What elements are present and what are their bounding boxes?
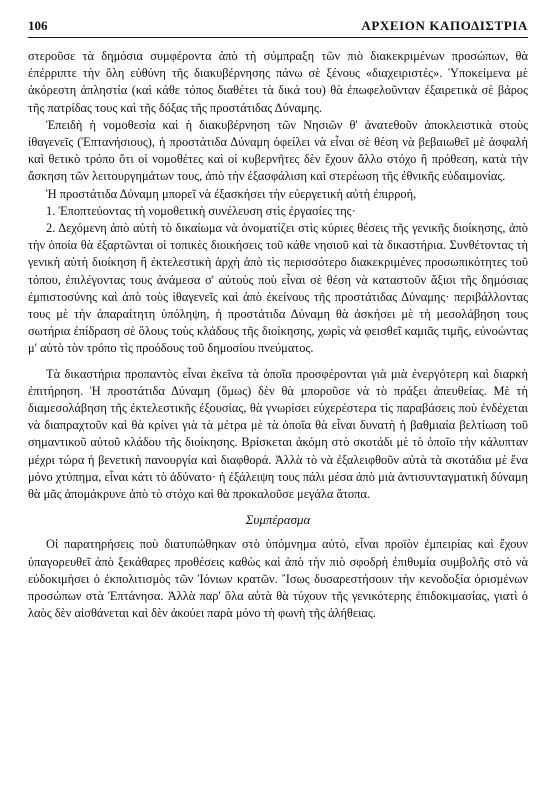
paragraph-continuation: στεροῦσε τὰ δημόσια συμφέροντα ἀπὸ τὴ σύμπραξη τῶν πιὸ διακεκριμένων προσώπων, θὰ ἐπέρριπτε τὴν ὅλη εὐθύνη τῆς διακυβέρνησης πάνω σὲ ξένους «διαχειριστές». Ὑποκείμενα μὲ ἀκόρεστη ἀπληστία (καὶ κάθε τόπος διαθέτει τὰ δικά του) θὰ ἐπωφελοῦνταν ἐξαιρετικὰ σὲ βάρος τῆς πατρίδας τους καὶ τῆς δόξας τῆς προστάτιδας Δύναμης. [28, 49, 528, 115]
section-heading: Συμπέρασμα [245, 512, 311, 528]
main-text [28, 48, 528, 623]
page-number: 106 [28, 18, 48, 33]
page-header [28, 18, 528, 38]
running-title: ΑΡΧΕΙΟΝ ΚΑΠΟΔΙΣΤΡΙΑ [361, 18, 528, 33]
list-item-1: 1. Ἐποπτεύοντας τὴ νομοθετικὴ συνέλευση στὶς ἐργασίες της· [46, 203, 356, 218]
paragraph-conclusion: Οἱ παρατηρήσεις ποὺ διατυπώθηκαν στὸ ὑπόμνημα αὐτό, εἶναι προϊὸν ἐμπειρίας καὶ ἔχουν ὑπαγορευθεῖ ἀπὸ ξεκάθαρες προθέσεις καθὼς καὶ ἀπὸ τὴν πιὸ σφοδρὴ ἐπιθυμία συμβολῆς στὸ νὰ εὐδοκιμήσει ὁ ἐκπολιτισμὸς τῶν Ἰόνιων κρατῶν. Ἴσως δυσαρεστήσουν τὴν κενοδοξία ὁρισμένων προσώπων στὰ Ἑπτάνησα. Ἀλλὰ παρ' ὅλα αὐτὰ θὰ τύχουν τῆς γενικότερης ἐπιδοκιμασίας, γιατὶ ὁ λαὸς δὲν αἰσθάνεται καὶ δὲν ἀκούει παρὰ μόνο τὴ φωνὴ τῆς ἀλήθειας. [28, 537, 528, 621]
paragraph-legislation: Ἐπειδὴ ἡ νομοθεσία καὶ ἡ διακυβέρνηση τῶν Νησιῶν θ' ἀνατεθοῦν ἀποκλειστικὰ στοὺς ἰθαγενεῖς (Ἑπτανήσιους), ἡ προστάτιδα Δύναμη ὀφείλει νὰ εἶναι σὲ θέση νὰ βεβαιωθεῖ μὲ ἀσφαλὴ καὶ θετικὸ τρόπο ὅτι οἱ νομοθέτες καὶ οἱ κυβερνῆτες δὲν ἔχουν ἄλλο στόχο ἢ πρόθεση, κατὰ τὴν ἄσκηση τῶν λειτουργημάτων τους, ἀπὸ τὴν ἐξασφάλιση καὶ στερέωση τῆς ἐθνικῆς εὐδαιμονίας. [28, 117, 528, 184]
list-item-2: 2. Δεχόμενη ἀπὸ αὐτὴ τὸ δικαίωμα νὰ ὀνοματίζει στὶς κύριες θέσεις τῆς γενικῆς διοίκησης, ἀπὸ τὴν ὁποία θὰ ἐξαρτῶνται οἱ τοπικὲς διοικήσεις τοῦ κάθε νησιοῦ καὶ τὰ δικαστήρια. Συνθέτοντας τὴ γενικὴ αὐτὴ διοίκηση ἢ ἐκτελεστικὴ ἀρχὴ ἀπὸ τὶς περισσότερο διακεκριμένες προσωπικότητες τοῦ τόπου, ἐπιλέγοντας τους ἀνάμεσα σ' αὐτοὺς ποὺ εἶναι σὲ θέση νὰ καταστοῦν ἄξιοι τῆς δημόσιας ἐμπιστοσύνης καὶ ἀπὸ τοὺς ἰθαγενεῖς καὶ ἀπὸ ἐκείνους τῆς προστάτιδας Δύναμης· περιβάλλοντας τους μὲ τὴν ἀπαραίτητη ὑπόληψη, ἡ προστάτιδα Δύναμη θὰ ἀσκήσει μὲ τὴ μεσολάβηση τους σωτήρια ἐπίδραση σὲ ὅλους τοὺς κλάδους τῆς διοίκησης, χωρὶς νὰ φεισθεῖ καμιᾶς τιμῆς, εὐνοώντας μ' αὐτὸ τὸν τρόπο τὶς προόδους τοῦ δημοσίου πνεύματος. [28, 221, 528, 356]
paragraph-courts: Τὰ δικαστήρια προπαντὸς εἶναι ἐκεῖνα τὰ ὁποῖα προσφέρονται γιὰ μιὰ ἐνεργότερη καὶ διαρκὴ ἐπιτήρηση. Ἡ προστάτιδα Δύναμη (ὅμως) δὲν θὰ μποροῦσε νὰ τὸ πράξει ἀπευθείας. Μὲ τὴ διαμεσολάβηση τῆς ἐκτελεστικῆς ἐξουσίας, θὰ γνωρίσει εὐχερέστερα τὶς παραβάσεις ποὺ ἐνδέχεται νὰ διαπραχτοῦν καὶ θὰ κρίνει γιὰ τὰ μέτρα μὲ τὰ ὁποῖα θὰ εἶναι δυνατὴ ἡ βαθμιαία βελτίωση τοῦ σημαντικοῦ αὐτοῦ κλάδου τῆς διοίκησης. Βρίσκεται ἀκόμη στὸ σκοτάδι μὲ τὸ ὁποῖο τὴν κάλυπταν μέχρι τώρα ἡ βενετικὴ πανουργία καὶ διαφθορά. Ἀλλὰ τὸ νὰ ἐξαλειφθοῦν αὐτὰ τὰ σκοτάδια μὲ ἕνα μόνο χτύπημα, εἶναι κάτι τὸ ἀδύνατο· ἡ ἐξάλειψη τους πάλι μέσα ἀπὸ μιὰ ἀντισυνταγματικὴ δύναμη θὰ μᾶς ἀπομάκρυνε ἀπὸ τὸ στόχο καὶ θὰ προκαλοῦσε μεγάλα ἄτοπα. [28, 366, 528, 502]
paragraph-influence-intro: Ἡ προστάτιδα Δύναμη μπορεῖ νὰ ἐξασκήσει τὴν εὐεργετικὴ αὐτὴ ἐπιρροή, [46, 186, 417, 201]
